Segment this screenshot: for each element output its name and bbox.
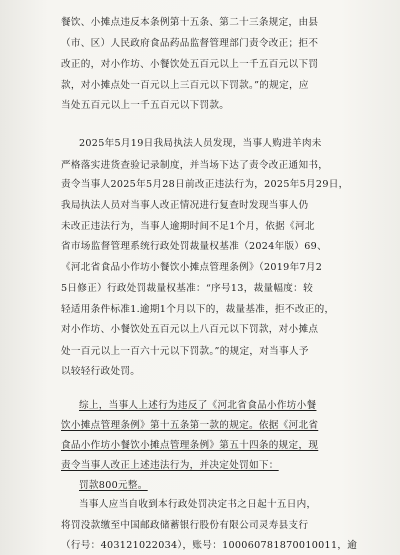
text-line: （行号：403121022034），账号：100060781870010011，逾 xyxy=(61,540,358,551)
text-line: 食品小作坊小餐饮小摊点管理条例》第五十四条的规定，现 xyxy=(61,440,319,452)
text-line: 《河北省食品小作坊小餐饮小摊点管理条例》（2019年7月2 xyxy=(61,262,323,274)
penalty-amount: 罚款800元整。 xyxy=(79,479,148,491)
text-line: 综上，当事人上述行为违反了《河北省食品小作坊小餐 xyxy=(79,400,317,412)
text-line: （市、区）人民政府食品药品监督管理部门责令改正；拒不 xyxy=(61,38,319,50)
text-line: 处一百元以上一百六十元以下罚款。”的规定，对当事人予 xyxy=(61,345,309,357)
text-line: 款，对小摊点处一百元以上三百元以下罚款。”的规定，应 xyxy=(61,79,309,91)
text-line: 轻适用条件标准1.逾期1个月以下的，裁量基准，拒不改正的， xyxy=(61,303,335,315)
text-line: 餐饮、小摊点违反本条例第十五条、第二十三条规定，由县 xyxy=(61,17,319,28)
text-line: 改正的，对小作坊、小餐饮处五百元以上一千五百元以下罚 xyxy=(61,58,319,70)
text-line: 严格落实进货查验记录制度，并当场下达了责令改正通知书， xyxy=(61,159,329,171)
text-line: 责令当事人改正上述违法行为，并决定处罚如下： xyxy=(61,460,279,472)
text-line: 责令当事人2025年5月28日前改正违法行为，2025年5月29日， xyxy=(61,178,349,190)
text-line: 省市场监督管理系统行政处罚裁量权基准（2024年版）69、 xyxy=(61,241,327,252)
text-line: 当处五百元以上一千五百元以下罚款。 xyxy=(61,100,230,112)
text-line: 2025年5月19日我局执法人员发现，当事人购进羊肉未 xyxy=(79,138,322,150)
text-line: 对小作坊、小餐饮处五百元以上八百元以下罚款，对小摊点 xyxy=(61,324,319,336)
text-line: 以较轻行政处罚。 xyxy=(61,365,141,377)
text-line: 饮小摊点管理条例》第十五条第一款的规定。依据《河北省 xyxy=(61,419,319,431)
text-line: 我局执法人员对当事人改正情况进行复查时发现当事人仍 xyxy=(61,200,309,212)
text-line: 当事人应当自收到本行政处罚决定书之日起十五日内， xyxy=(79,499,317,511)
text-line: 未改正违法行为，当事人逾期时间不足1个月，依据《河北 xyxy=(61,220,315,232)
text-line: 5日修正）行政处罚裁量权基准：“序号13，裁量幅度：较 xyxy=(61,282,313,294)
text-line: 将罚没款缴至中国邮政储蓄银行股份有限公司灵寿县支行 xyxy=(61,519,309,531)
